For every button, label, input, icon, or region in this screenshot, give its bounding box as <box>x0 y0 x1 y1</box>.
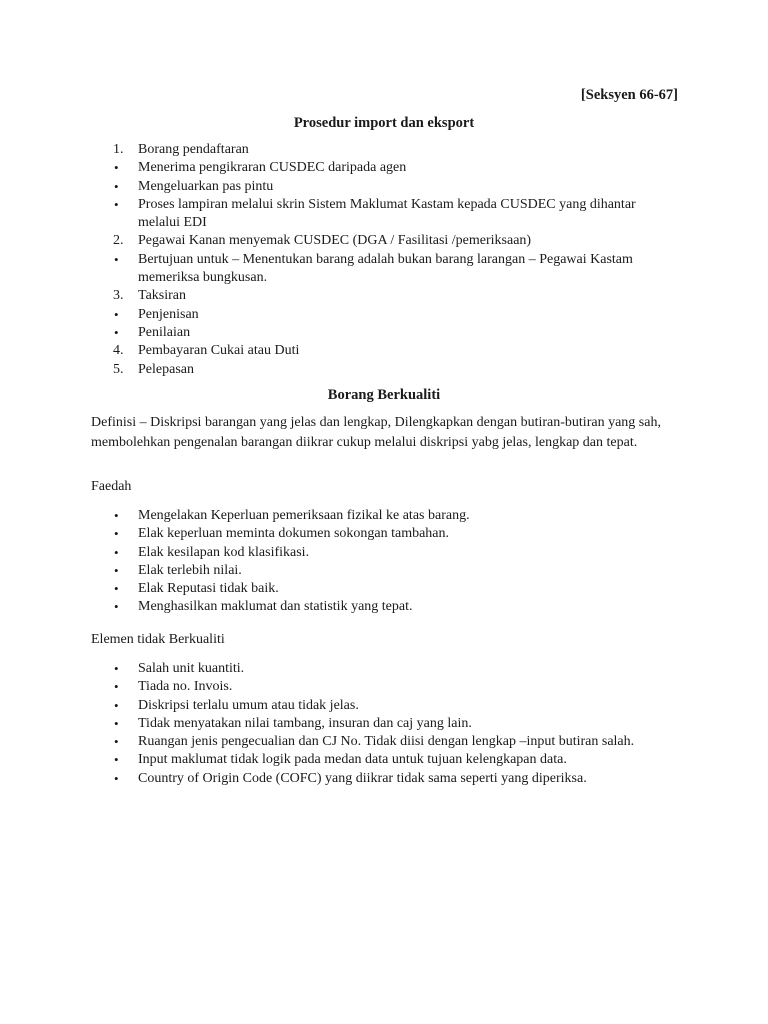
list-marker: 3. <box>113 288 124 304</box>
procedure-text: Penjenisan <box>138 306 199 322</box>
procedure-text: Mengeluarkan pas pintu <box>138 178 274 194</box>
bullet-marker: • <box>114 508 119 523</box>
procedure-text: Taksiran <box>138 288 187 304</box>
faedah-text: Elak Reputasi tidak baik. <box>138 581 279 597</box>
faedah-label: Faedah <box>91 479 132 494</box>
procedure-text: Menerima pengikraran CUSDEC daripada agen <box>138 160 407 176</box>
procedure-item <box>113 196 673 233</box>
definition-paragraph: Definisi – Diskripsi barangan yang jelas dan lengkap, Dilengkapkan dengan butiran-butiran yang sah, membolehkan pengenalan barangan diikrar cukup melalui diskripsi yabg jelas, lengkap dan tepat. <box>91 415 661 450</box>
faedah-item <box>113 507 673 525</box>
elemen-text: Ruangan jenis pengecualian dan CJ No. Tidak diisi dengan lengkap –input butiran salah. <box>138 734 635 750</box>
procedure-item <box>113 287 673 305</box>
bullet-marker: • <box>114 599 119 615</box>
bullet-marker: • <box>114 715 119 731</box>
elemen-item <box>113 678 673 696</box>
faedah-text: Elak keperluan meminta dokumen sokongan tambahan. <box>138 526 450 542</box>
elemen-text: Country of Origin Code (COFC) yang diikrar tidak sama seperti yang diperiksa. <box>138 770 587 786</box>
faedah-item <box>113 580 673 598</box>
document-title: Prosedur import dan eksport <box>293 115 475 131</box>
elemen-item <box>113 697 673 715</box>
bullet-marker: • <box>114 178 119 194</box>
elemen-item <box>113 751 673 769</box>
bullet-marker: • <box>114 526 119 542</box>
section-heading: Borang Berkualiti <box>327 387 441 403</box>
faedah-item <box>113 544 673 562</box>
elemen-text: Tidak menyatakan nilai tambang, insuran dan caj yang lain. <box>138 715 472 731</box>
procedure-text: Bertujuan untuk – Menentukan barang adalah bukan barang larangan – Pegawai Kastam memeriksa bungkusan. <box>138 251 633 286</box>
faedah-item <box>113 525 673 543</box>
bullet-marker: • <box>114 679 119 695</box>
procedure-text: Penilaian <box>138 324 191 340</box>
section-reference: [Seksyen 66-67] <box>580 87 678 103</box>
bullet-marker: • <box>114 251 119 267</box>
faedah-list <box>113 507 673 617</box>
procedure-text: Borang pendaftaran <box>138 142 249 157</box>
procedure-text: Pembayaran Cukai atau Duti <box>138 343 300 359</box>
elemen-label: Elemen tidak Berkualiti <box>91 632 225 647</box>
elemen-list <box>113 660 673 788</box>
bullet-marker: • <box>114 306 119 322</box>
procedure-list <box>113 141 673 379</box>
procedure-item <box>113 159 673 177</box>
procedure-item <box>113 251 673 288</box>
bullet-marker: • <box>114 581 119 597</box>
bullet-marker: • <box>114 734 119 750</box>
bullet-marker: • <box>114 562 119 578</box>
faedah-text: Menghasilkan maklumat dan statistik yang tepat. <box>138 599 413 615</box>
procedure-item <box>113 232 673 250</box>
bullet-marker: • <box>114 697 119 713</box>
list-marker: 2. <box>113 233 124 249</box>
bullet-marker: • <box>114 661 119 676</box>
bullet-marker: • <box>114 544 119 560</box>
procedure-item <box>113 306 673 324</box>
elemen-item <box>113 733 673 751</box>
procedure-item <box>113 324 673 342</box>
elemen-text: Input maklumat tidak logik pada medan data untuk tujuan kelengkapan data. <box>138 752 567 768</box>
list-marker: 4. <box>113 343 124 359</box>
procedure-item <box>113 178 673 196</box>
faedah-text: Elak terlebih nilai. <box>138 562 242 578</box>
elemen-text: Salah unit kuantiti. <box>138 661 245 676</box>
elemen-item <box>113 715 673 733</box>
procedure-item <box>113 361 673 379</box>
bullet-marker: • <box>114 196 119 212</box>
bullet-marker: • <box>114 770 119 786</box>
procedure-item <box>113 141 673 159</box>
bullet-marker: • <box>114 324 119 340</box>
procedure-text: Proses lampiran melalui skrin Sistem Maklumat Kastam kepada CUSDEC yang dihantar melalui EDI <box>138 196 636 231</box>
faedah-text: Mengelakan Keperluan pemeriksaan fizikal ke atas barang. <box>138 508 470 523</box>
procedure-text: Pelepasan <box>138 361 194 377</box>
faedah-text: Elak kesilapan kod klasifikasi. <box>138 544 310 560</box>
list-marker: 1. <box>113 142 124 157</box>
elemen-text: Tiada no. Invois. <box>138 679 233 695</box>
procedure-item <box>113 342 673 360</box>
faedah-item <box>113 562 673 580</box>
procedure-text: Pegawai Kanan menyemak CUSDEC (DGA / Fasilitasi /pemeriksaan) <box>138 233 532 249</box>
list-marker: 5. <box>113 361 124 377</box>
bullet-marker: • <box>114 752 119 768</box>
elemen-item <box>113 660 673 678</box>
faedah-item <box>113 598 673 616</box>
elemen-item <box>113 770 673 788</box>
elemen-text: Diskripsi terlalu umum atau tidak jelas. <box>138 697 359 713</box>
bullet-marker: • <box>114 160 119 176</box>
